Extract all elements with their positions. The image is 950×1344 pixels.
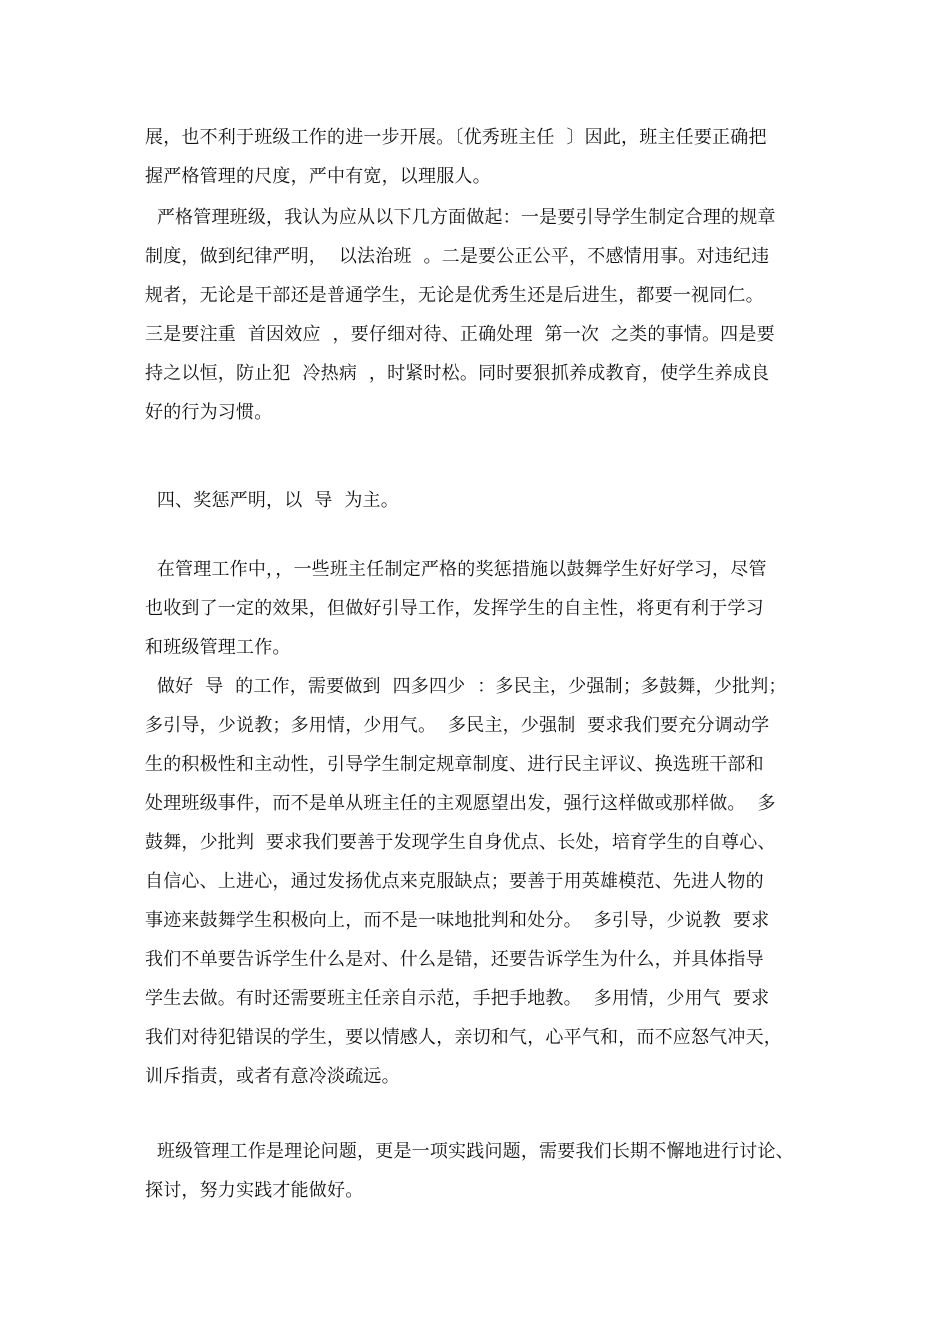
paragraph-intro-continuation [145,118,825,196]
text-line: 规者，无论是干部还是普通学生，无论是优秀生还是后进生，都要一视同仁。 [145,285,764,306]
text-line: 事迹来鼓舞学生积极向上，而不是一味地批判和处分。 多引导，少说教 要求 [145,910,770,931]
text-line: 制度，做到纪律严明， 以法治班 。二是要公正公平，不感情用事。对违纪违 [145,246,770,267]
text-line: 我们不单要告诉学生什么是对、什么是错，还要告诉学生为什么，并具体指导 [145,949,764,970]
text-line: 好的行为习惯。 [145,402,273,423]
text-line: 学生去做。有时还需要班主任亲自示范，手把手地教。 多用情，少用气 要求 [145,988,770,1009]
text-line: 多引导，少说教；多用情，少用气。 多民主，少强制 要求我们要充分调动学 [145,715,770,736]
text-line: 鼓舞，少批判 要求我们要善于发现学生自身优点、长处，培育学生的自尊心、 [145,832,776,853]
text-line: 也收到了一定的效果，但做好引导工作，发挥学生的自主性，将更有利于学习 [145,598,764,619]
text-line: 处理班级事件，而不是单从班主任的主观愿望出发，强行这样做或那样做。 多 [145,793,776,814]
text-line: 握严格管理的尺度，严中有宽，以理服人。 [145,166,491,187]
text-line: 探讨，努力实践才能做好。 [145,1180,364,1201]
text-line: 和班级管理工作。 [145,637,291,658]
paragraph-strict-management [145,198,825,432]
heading-line: 四、奖惩严明，以 导 为主。 [145,490,399,511]
text-line: 持之以恒，防止犯 冷热病 ，时紧时松。同时要狠抓养成教育，使学生养成良 [145,363,770,384]
section-heading [145,481,825,520]
text-line: 我们对待犯错误的学生，要以情感人，亲切和气，心平气和，而不应怒气冲天， [145,1027,782,1048]
text-line: 生的积极性和主动性，引导学生制定规章制度、进行民主评议、换选班干部和 [145,754,764,775]
text-line: 做好 导 的工作，需要做到 四多四少 ：多民主，少强制；多鼓舞，少批判； [145,676,787,697]
text-line: 三是要注重 首因效应 ，要仔细对待、正确处理 第一次 之类的事情。四是要 [145,324,775,345]
text-line: 自信心、上进心，通过发扬优点来克服缺点；要善于用英雄模范、先进人物的 [145,871,764,892]
paragraph-reward-punishment [145,550,825,667]
text-line: 严格管理班级，我认为应从以下几方面做起：一是要引导学生制定合理的规章 [145,207,776,228]
text-line: 训斥指责，或者有意冷淡疏远。 [145,1066,400,1087]
text-line: 展，也不利于班级工作的进一步开展。〔优秀班主任 〕因此，班主任要正确把 [145,127,767,148]
paragraph-conclusion [145,1132,825,1210]
text-line: 在管理工作中，，一些班主任制定严格的奖惩措施以鼓舞学生好好学习，尽管 [145,559,767,580]
text-line: 班级管理工作是理论问题，更是一项实践问题，需要我们长期不懈地进行讨论、 [145,1141,794,1162]
paragraph-four-more-four-less [145,667,825,1096]
